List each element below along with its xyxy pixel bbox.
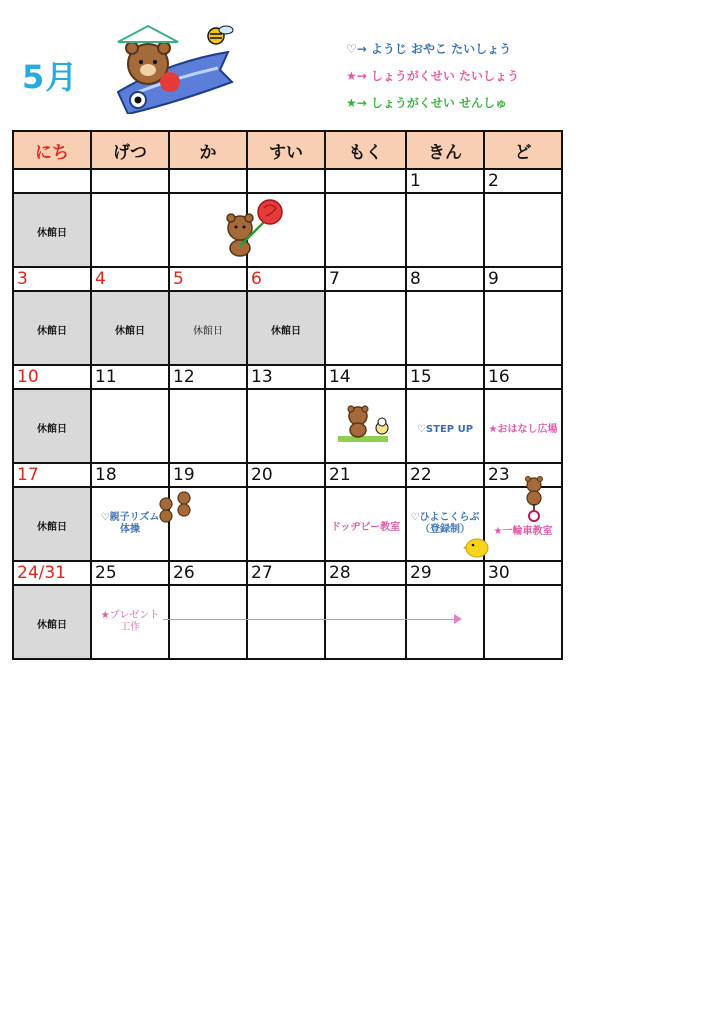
closed-label: 休館日 (37, 521, 67, 533)
day-cell (91, 389, 169, 463)
date-cell: 16 (484, 365, 562, 389)
event-unicycle: ★一輪車教室 (493, 525, 553, 537)
date-cell: 12 (169, 365, 247, 389)
weekday-mon: げつ (91, 131, 169, 169)
event-period-arrow-head (454, 614, 462, 624)
event-hiyoko-line1: ♡ひよこくらぶ (410, 512, 480, 523)
legend-elementary-player: ★→ しょうがくせい せんしゅ (346, 96, 507, 110)
date-cell: 23 (484, 463, 562, 487)
day-cell (91, 193, 169, 267)
closed-label: 休館日 (37, 227, 67, 239)
date-cell: 17 (13, 463, 91, 487)
date-cell: 10 (13, 365, 91, 389)
day-cell (484, 389, 562, 463)
legend-elementary: ★→ しょうがくせい たいしょう (346, 69, 519, 83)
date-cell: 30 (484, 561, 562, 585)
event-hiyoko-line2: （登録制） (420, 524, 470, 535)
bear-unicycle-icon (517, 476, 551, 522)
day-cell (325, 193, 406, 267)
weekday-tue: か (169, 131, 247, 169)
date-cell: 2 (484, 169, 562, 193)
day-cell (247, 291, 325, 365)
event-step-up: ♡STEP UP (416, 423, 474, 435)
date-cell: 7 (325, 267, 406, 291)
day-cell (247, 487, 325, 561)
date-cell: 11 (91, 365, 169, 389)
event-dodgebee: ドッヂビー教室 (330, 521, 401, 533)
closed-label: 休館日 (115, 325, 145, 337)
date-cell: 6 (247, 267, 325, 291)
date-cell: 1 (406, 169, 484, 193)
day-cell (169, 487, 247, 561)
day-cell (325, 291, 406, 365)
week-4-dates (13, 463, 562, 487)
week-2-events (13, 291, 562, 365)
day-cell (247, 193, 325, 267)
event-present-line2: 工作 (120, 622, 140, 633)
day-cell (484, 487, 562, 561)
closed-label: 休館日 (37, 325, 67, 337)
date-cell: 26 (169, 561, 247, 585)
date-cell (247, 169, 325, 193)
day-cell (169, 291, 247, 365)
weekday-header-row (13, 131, 562, 169)
day-cell (13, 487, 91, 561)
day-cell (406, 291, 484, 365)
event-ohanashi: ★おはなし広場 (488, 423, 558, 435)
week-3-events (13, 389, 562, 463)
closed-label: 休館日 (37, 619, 67, 631)
date-cell: 22 (406, 463, 484, 487)
event-rhythm-line2: 体操 (120, 524, 140, 535)
month-title: 5月 (22, 58, 79, 96)
date-cell: 15 (406, 365, 484, 389)
day-cell (169, 193, 247, 267)
day-cell (406, 487, 484, 561)
date-cell: 27 (247, 561, 325, 585)
weekday-sat: ど (484, 131, 562, 169)
date-cell (325, 169, 406, 193)
date-cell (169, 169, 247, 193)
day-cell (91, 291, 169, 365)
event-present-line1: ★プレゼント (100, 610, 160, 621)
week-2-dates (13, 267, 562, 291)
date-cell: 5 (169, 267, 247, 291)
date-cell: 14 (325, 365, 406, 389)
week-1-dates (13, 169, 562, 193)
day-cell (169, 389, 247, 463)
day-cell (484, 585, 562, 659)
day-cell (406, 585, 484, 659)
date-cell: 9 (484, 267, 562, 291)
date-cell: 21 (325, 463, 406, 487)
week-5-events (13, 585, 562, 659)
closed-label: 休館日 (37, 423, 67, 435)
bears-dancing-icon (156, 490, 196, 524)
date-cell: 24/31 (13, 561, 91, 585)
calendar-table (12, 130, 563, 660)
date-cell: 28 (325, 561, 406, 585)
date-cell: 13 (247, 365, 325, 389)
week-3-dates (13, 365, 562, 389)
date-cell (13, 169, 91, 193)
day-cell (325, 389, 406, 463)
day-cell (484, 291, 562, 365)
closed-label: 休館日 (271, 325, 301, 337)
weekday-thu: もく (325, 131, 406, 169)
date-cell: 18 (91, 463, 169, 487)
day-cell (484, 193, 562, 267)
bears-playing-icon (336, 404, 396, 444)
date-cell (91, 169, 169, 193)
day-cell (406, 389, 484, 463)
legend-infant-parent: ♡→ ようじ おやこ たいしょう (346, 42, 512, 56)
week-4-events (13, 487, 562, 561)
weekday-wed: すい (247, 131, 325, 169)
event-period-arrow-line (163, 619, 458, 620)
day-cell (325, 487, 406, 561)
date-cell: 4 (91, 267, 169, 291)
date-cell: 19 (169, 463, 247, 487)
day-cell (325, 585, 406, 659)
day-cell (13, 193, 91, 267)
closed-label: 休館日 (193, 325, 223, 337)
event-rhythm-line1: ♡親子リズム (100, 512, 160, 523)
day-cell (91, 585, 169, 659)
week-5-dates (13, 561, 562, 585)
day-cell (13, 389, 91, 463)
weekday-fri: きん (406, 131, 484, 169)
date-cell: 3 (13, 267, 91, 291)
day-cell (247, 585, 325, 659)
date-cell: 20 (247, 463, 325, 487)
day-cell (169, 585, 247, 659)
koinobori-bear-illustration (108, 22, 240, 114)
day-cell (406, 193, 484, 267)
date-cell: 29 (406, 561, 484, 585)
day-cell (247, 389, 325, 463)
date-cell: 25 (91, 561, 169, 585)
day-cell (13, 585, 91, 659)
week-1-events (13, 193, 562, 267)
weekday-sun: にち (13, 131, 91, 169)
day-cell (13, 291, 91, 365)
date-cell: 8 (406, 267, 484, 291)
